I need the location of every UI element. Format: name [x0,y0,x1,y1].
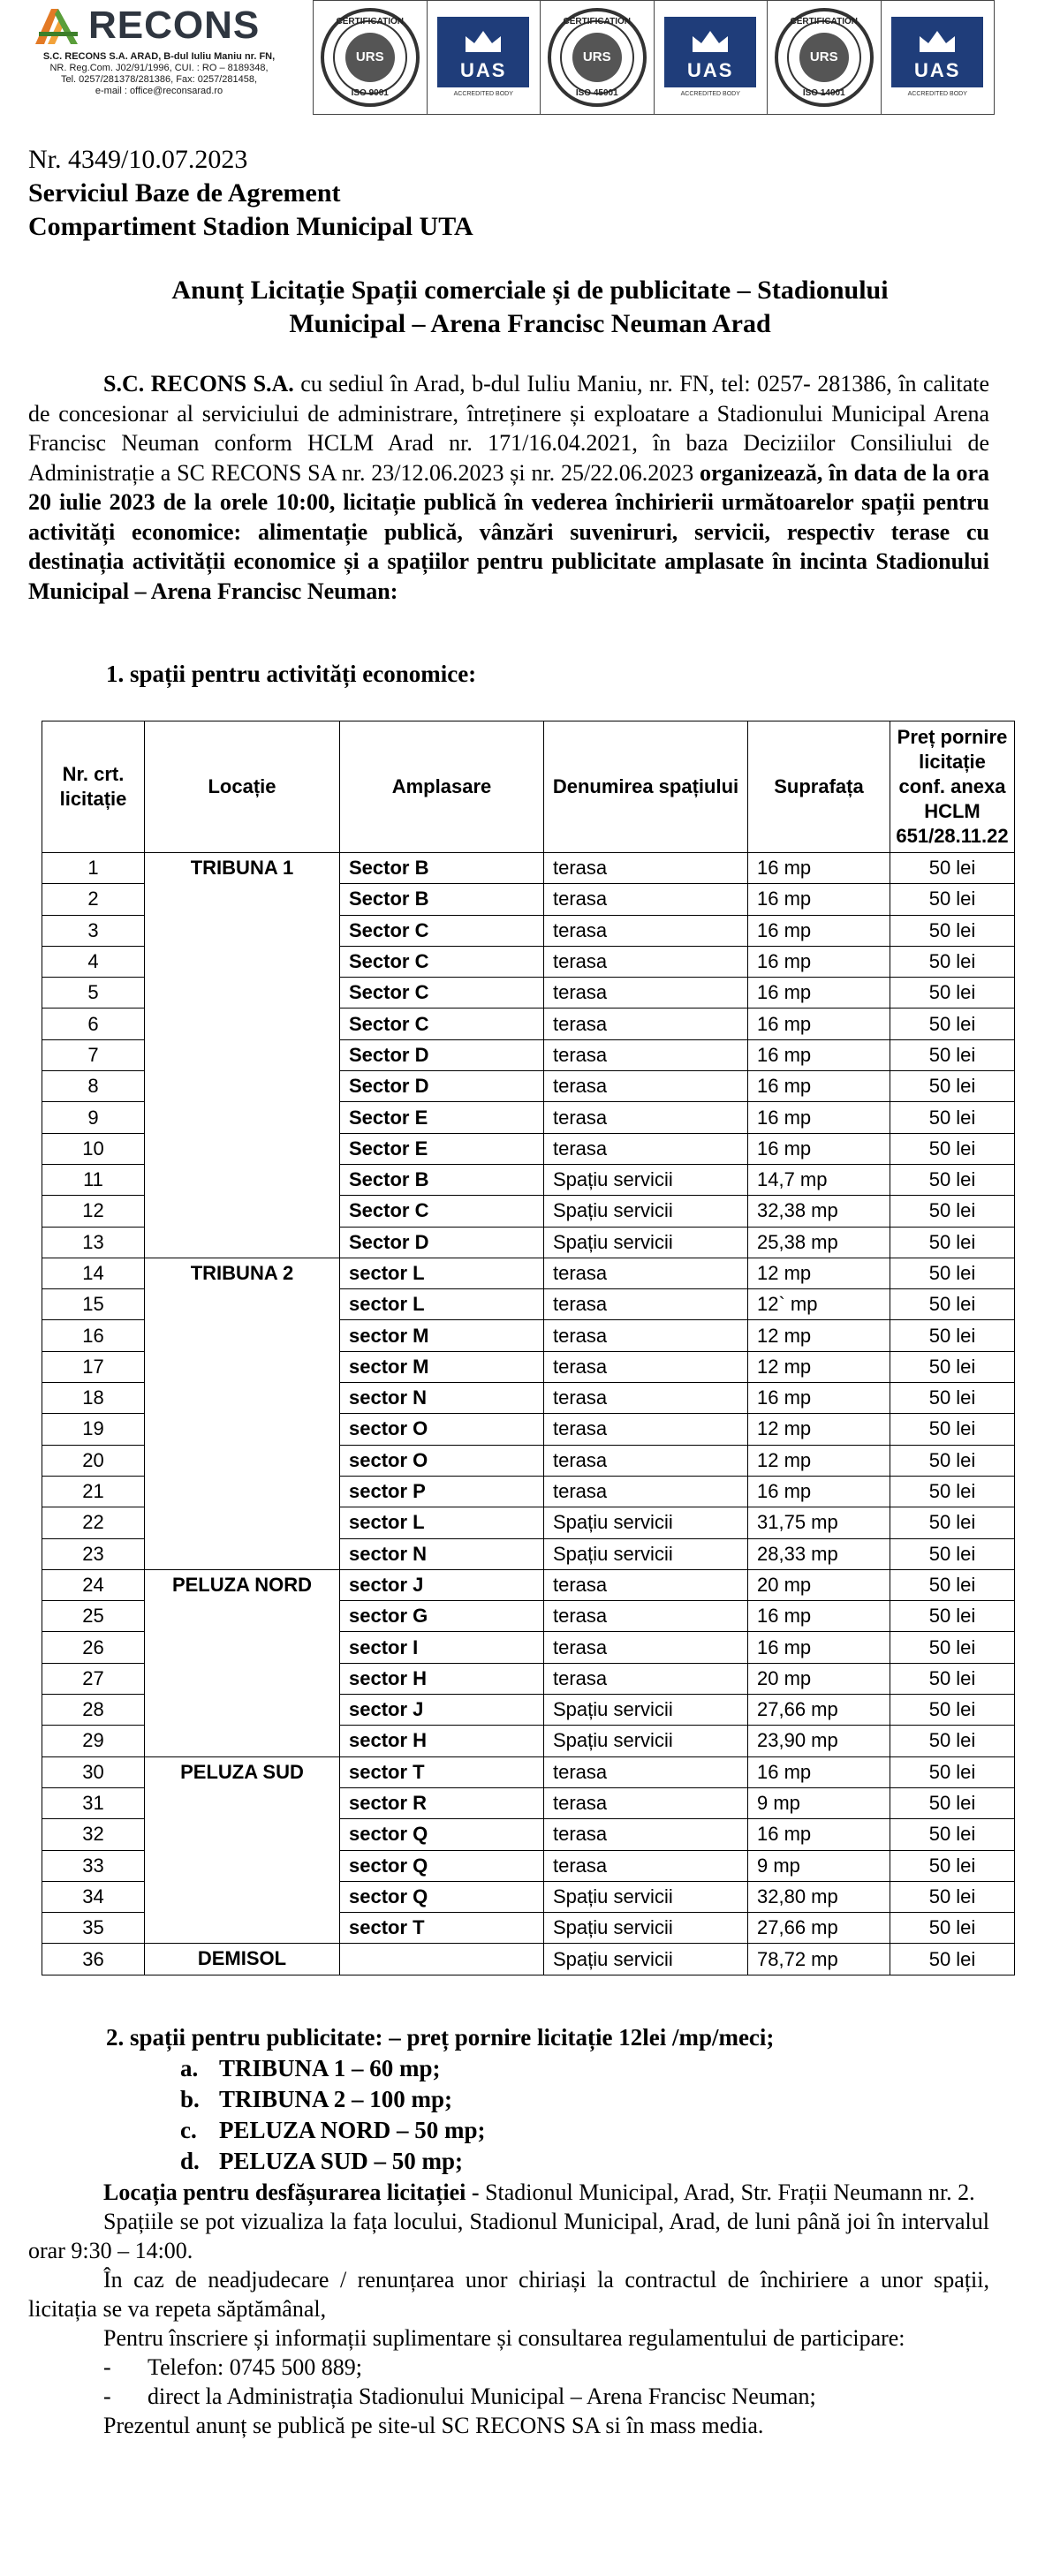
seal-center: URS [572,33,622,82]
cell-number: 19 [42,1414,145,1445]
cell-area: 16 mp [748,884,890,915]
cell-area: 31,75 mp [748,1507,890,1538]
cell-number: 18 [42,1383,145,1414]
cell-space-name: terasa [544,1601,748,1632]
cell-number: 36 [42,1944,145,1975]
cell-area: 20 mp [748,1663,890,1694]
cell-placement: sector Q [340,1819,544,1850]
cell-placement: sector T [340,1913,544,1944]
info-paragraph: Pentru înscriere și informații suplimentare și consultarea regulamentului de participare: [103,2325,905,2351]
cell-location: PELUZA NORD [145,1569,340,1756]
cell-placement: Sector C [340,915,544,946]
cell-number: 32 [42,1819,145,1850]
uas-badge [891,17,983,87]
cell-area: 12 mp [748,1414,890,1445]
registration-number: Nr. 4349/10.07.2023 [28,145,248,174]
uas-accreditation-icon [664,17,756,98]
cell-area: 32,38 mp [748,1196,890,1227]
crown-icon [918,27,957,54]
cell-start-price: 50 lei [890,1819,1015,1850]
cell-space-name: Spațiu servicii [544,1507,748,1538]
cell-number: 17 [42,1351,145,1382]
table-row [42,1258,1015,1288]
seal-standard: ISO 14001 [802,88,845,98]
cell-space-name: terasa [544,1289,748,1320]
cell-number: 23 [42,1538,145,1569]
cell-placement: sector L [340,1289,544,1320]
cell-start-price: 50 lei [890,1133,1015,1164]
table-body [42,853,1015,1975]
cell-area: 12 mp [748,1320,890,1351]
cell-area: 16 mp [748,1601,890,1632]
cell-start-price: 50 lei [890,1726,1015,1756]
seal-caption: CERTIFICATION [336,17,404,26]
cell-number: 28 [42,1695,145,1726]
cell-space-name: terasa [544,1351,748,1382]
cell-start-price: 50 lei [890,1008,1015,1039]
company-detail-line: Tel. 0257/281378/281386, Fax: 0257/281458, [60,74,258,85]
cell-placement: sector L [340,1258,544,1288]
cell-number: 5 [42,978,145,1008]
seal-standard: ISO 45001 [575,88,618,98]
company-details [26,51,292,97]
cell-space-name: terasa [544,1383,748,1414]
list-item [180,2053,486,2084]
cell-start-price: 50 lei [890,1258,1015,1288]
advertising-spaces-list [180,2053,486,2177]
cell-start-price: 50 lei [890,884,1015,915]
column-header: Preț pornire licitație conf. anexa HCLM 651/28.11.22 [890,721,1015,853]
cell-number: 1 [42,853,145,884]
list-item-text: TRIBUNA 1 – 60 mp; [219,2055,441,2081]
cell-area: 9 mp [748,1787,890,1818]
title-line: Municipal – Arena Francisc Neuman Arad [289,309,771,338]
cell-start-price: 50 lei [890,1695,1015,1726]
cell-number: 2 [42,884,145,915]
cell-start-price: 50 lei [890,1569,1015,1600]
cell-number: 12 [42,1196,145,1227]
cell-start-price: 50 lei [890,1507,1015,1538]
table-row [42,853,1015,884]
cell-placement: sector R [340,1787,544,1818]
cell-placement: sector J [340,1695,544,1726]
cell-space-name: terasa [544,915,748,946]
seal-caption: CERTIFICATION [563,17,631,26]
cell-area: 16 mp [748,1756,890,1787]
cell-area: 12 mp [748,1258,890,1288]
intro-bold-text: organizează, în data de la ora 20 iulie 2023 de la orele 10:00, licitație publică în vederea închirierii următoarelor spații pentru activități economice: alimentație publică, vânzări suveniruri, servicii, respectiv terase cu destinația activității economice și a spațiilor pentru publicitate amplasate în incinta Stadionului Municipal – Arena Francisc Neuman: [28,459,989,604]
certification-cell [428,1,541,114]
list-item-text: PELUZA SUD – 50 mp; [219,2148,464,2174]
company-detail-line: NR. Reg.Com. J02/91/1996, CUI. : RO – 8189348, [49,63,269,73]
table-row [42,1756,1015,1787]
cell-space-name: terasa [544,1320,748,1351]
cell-space-name: terasa [544,1476,748,1507]
cell-number: 33 [42,1850,145,1881]
title-line: Anunț Licitație Spații comerciale și de publicitate – Stadionului [171,276,889,305]
announcement-footer [28,2178,989,2440]
cell-area: 16 mp [748,1819,890,1850]
cell-number: 20 [42,1445,145,1476]
uas-label: UAS [914,59,961,81]
iso-45001-seal-icon [548,8,647,107]
cell-placement: Sector E [340,1102,544,1133]
cell-area: 16 mp [748,1071,890,1102]
cell-area: 16 mp [748,946,890,977]
cell-start-price: 50 lei [890,915,1015,946]
cell-area: 20 mp [748,1569,890,1600]
cell-number: 3 [42,915,145,946]
cell-number: 9 [42,1102,145,1133]
intro-text: cu sediul în Arad, b-dul Iuliu Maniu, nr. FN, tel: 0257- 281386, în calitate de concesionar al serviciului de administrare, întreținere și exploatare a Stadionului Municipal Arena Francisc Neuman conform HCLM Arad nr. 171/16.04.2021, în baza Deciziilor Consiliului de Administrație a SC RECONS SA nr. 23/12.06.2023 și nr. 25/22.06.2023 [28,371,990,486]
cell-placement: sector N [340,1538,544,1569]
cell-space-name: Spațiu servicii [544,1164,748,1195]
cell-number: 29 [42,1726,145,1756]
cell-start-price: 50 lei [890,1881,1015,1912]
uas-label: UAS [687,59,734,81]
cell-number: 4 [42,946,145,977]
uas-badge [437,17,529,87]
cell-start-price: 50 lei [890,1351,1015,1382]
cell-number: 14 [42,1258,145,1288]
cell-space-name: terasa [544,1071,748,1102]
cell-placement: Sector B [340,1164,544,1195]
seal-caption: CERTIFICATION [790,17,858,26]
cell-placement: Sector D [340,1227,544,1258]
cell-space-name: terasa [544,1819,748,1850]
iso-9001-seal-icon [321,8,420,107]
cell-area: 16 mp [748,1039,890,1070]
cell-number: 30 [42,1756,145,1787]
contact-phone: Telefon: 0745 500 889; [148,2354,362,2380]
cell-number: 10 [42,1133,145,1164]
letterhead [0,0,1060,115]
table-row [42,1569,1015,1600]
cell-start-price: 50 lei [890,1414,1015,1445]
cell-start-price: 50 lei [890,1383,1015,1414]
cell-placement: sector H [340,1663,544,1694]
seal-standard: ISO 9001 [351,88,389,98]
uas-accreditation-icon [891,17,983,98]
bullet-dash: - [103,2354,111,2380]
cell-area: 27,66 mp [748,1695,890,1726]
cell-number: 7 [42,1039,145,1070]
cell-space-name: terasa [544,946,748,977]
cell-number: 35 [42,1913,145,1944]
cell-area: 16 mp [748,1133,890,1164]
cell-number: 15 [42,1289,145,1320]
cell-placement: Sector D [340,1039,544,1070]
cell-area: 16 mp [748,1102,890,1133]
cell-space-name: terasa [544,1850,748,1881]
certification-cell [882,1,995,114]
iso-14001-seal-icon [775,8,874,107]
column-header: Denumirea spațiului [544,721,748,853]
list-letter: b. [180,2086,200,2112]
cell-start-price: 50 lei [890,1164,1015,1195]
department-name: Compartiment Stadion Municipal UTA [28,212,473,241]
cell-start-price: 50 lei [890,1102,1015,1133]
cell-placement [340,1944,544,1975]
cell-space-name: Spațiu servicii [544,1227,748,1258]
cell-placement: Sector E [340,1133,544,1164]
seal-center: URS [345,33,395,82]
cell-space-name: Spațiu servicii [544,1944,748,1975]
cell-space-name: terasa [544,1663,748,1694]
certification-cell [655,1,768,114]
cell-start-price: 50 lei [890,1039,1015,1070]
uas-caption: ACCREDITED BODY [680,91,740,97]
contact-office: direct la Administrația Stadionului Municipal – Arena Francisc Neuman; [148,2383,816,2409]
cell-number: 22 [42,1507,145,1538]
repeat-paragraph: În caz de neadjudecare / renunțarea unor chiriași la contractul de închiriere a unor spații, licitația se va repeta săptămânal, [28,2267,989,2322]
contact-item [28,2382,989,2411]
cell-area: 16 mp [748,853,890,884]
company-name: S.C. RECONS S.A. [103,371,294,397]
cell-space-name: terasa [544,1787,748,1818]
cell-space-name: terasa [544,1632,748,1663]
cell-number: 16 [42,1320,145,1351]
cell-number: 25 [42,1601,145,1632]
cell-start-price: 50 lei [890,1196,1015,1227]
cell-number: 6 [42,1008,145,1039]
cell-area: 16 mp [748,1632,890,1663]
cell-start-price: 50 lei [890,1944,1015,1975]
spaces-table [42,721,1015,1975]
cell-space-name: terasa [544,1414,748,1445]
cell-placement: Sector C [340,978,544,1008]
column-header: Suprafața [748,721,890,853]
cell-space-name: terasa [544,884,748,915]
cell-area: 28,33 mp [748,1538,890,1569]
cell-start-price: 50 lei [890,978,1015,1008]
cell-area: 12 mp [748,1351,890,1382]
column-header: Amplasare [340,721,544,853]
cell-start-price: 50 lei [890,1445,1015,1476]
cell-space-name: Spațiu servicii [544,1913,748,1944]
cell-space-name: terasa [544,1008,748,1039]
cell-location: TRIBUNA 1 [145,853,340,1258]
cell-space-name: terasa [544,1039,748,1070]
cell-start-price: 50 lei [890,1476,1015,1507]
cell-number: 24 [42,1569,145,1600]
cell-location: PELUZA SUD [145,1756,340,1944]
company-detail-line: e-mail : office@reconsarad.ro [95,86,223,96]
cell-location: TRIBUNA 2 [145,1258,340,1569]
cell-start-price: 50 lei [890,1663,1015,1694]
column-header: Locație [145,721,340,853]
intro-paragraph [28,369,989,606]
certification-cell [541,1,655,114]
cell-space-name: terasa [544,1133,748,1164]
cell-area: 16 mp [748,1476,890,1507]
list-item-text: PELUZA NORD – 50 mp; [219,2117,486,2143]
cell-start-price: 50 lei [890,1756,1015,1787]
cell-placement: sector M [340,1320,544,1351]
uas-badge [664,17,756,87]
publish-paragraph: Prezentul anunț se publică pe site-ul SC RECONS SA si în mass media. [103,2413,764,2438]
cell-placement: sector L [340,1507,544,1538]
cell-space-name: terasa [544,853,748,884]
cell-area: 16 mp [748,1008,890,1039]
cell-placement: sector I [340,1632,544,1663]
uas-caption: ACCREDITED BODY [907,91,967,97]
cell-placement: Sector B [340,853,544,884]
cell-start-price: 50 lei [890,946,1015,977]
cell-placement: sector J [340,1569,544,1600]
cell-area: 14,7 mp [748,1164,890,1195]
cell-area: 16 mp [748,1383,890,1414]
contact-item [28,2353,989,2382]
cell-area: 23,90 mp [748,1726,890,1756]
recons-logo-icon [32,5,94,46]
cell-start-price: 50 lei [890,1601,1015,1632]
cell-placement: Sector C [340,1196,544,1227]
cell-start-price: 50 lei [890,1071,1015,1102]
cell-placement: sector O [340,1445,544,1476]
cell-start-price: 50 lei [890,1227,1015,1258]
cell-placement: sector M [340,1351,544,1382]
list-item [180,2146,486,2177]
location-text: Stadionul Municipal, Arad, Str. Frații Neumann nr. 2. [479,2179,975,2205]
service-name: Serviciul Baze de Agrement [28,178,341,208]
cell-number: 8 [42,1071,145,1102]
cell-space-name: Spațiu servicii [544,1695,748,1726]
cell-number: 21 [42,1476,145,1507]
cell-area: 16 mp [748,978,890,1008]
bullet-dash: - [103,2383,111,2409]
cell-start-price: 50 lei [890,1289,1015,1320]
cell-start-price: 50 lei [890,853,1015,884]
section-1-heading: 1. spații pentru activități economice: [106,661,477,687]
cell-space-name: Spațiu servicii [544,1196,748,1227]
cell-space-name: terasa [544,1756,748,1787]
logo-wordmark: RECONS [88,4,261,47]
cell-number: 26 [42,1632,145,1663]
company-logo [26,5,292,115]
uas-accreditation-icon [437,17,529,98]
seal-center: URS [799,33,849,82]
cell-area: 25,38 mp [748,1227,890,1258]
list-item [180,2115,486,2146]
cell-start-price: 50 lei [890,1320,1015,1351]
column-header: Nr. crt. licitație [42,721,145,853]
location-label: Locația pentru desfășurarea licitației - [103,2179,480,2205]
cell-space-name: Spațiu servicii [544,1726,748,1756]
cell-location: DEMISOL [145,1944,340,1975]
list-letter: a. [180,2055,199,2081]
cell-space-name: terasa [544,978,748,1008]
cell-start-price: 50 lei [890,1632,1015,1663]
cell-placement: sector Q [340,1850,544,1881]
list-item-text: TRIBUNA 2 – 100 mp; [219,2086,453,2112]
cell-placement: Sector D [340,1071,544,1102]
cell-placement: sector O [340,1414,544,1445]
cell-space-name: terasa [544,1102,748,1133]
cell-number: 27 [42,1663,145,1694]
cell-space-name: terasa [544,1569,748,1600]
visit-paragraph: Spațiile se pot vizualiza la fața locului, Stadionul Municipal, Arad, de luni până joi în intervalul orar 9:30 – 14:00. [28,2209,989,2263]
company-detail-line: S.C. RECONS S.A. ARAD, B-dul Iuliu Maniu nr. FN, [42,51,276,62]
uas-label: UAS [460,59,507,81]
announcement-title [53,274,1007,341]
list-item [180,2084,486,2115]
cell-placement: Sector B [340,884,544,915]
cell-space-name: Spațiu servicii [544,1538,748,1569]
certification-cell [314,1,428,114]
cell-start-price: 50 lei [890,1538,1015,1569]
cell-start-price: 50 lei [890,1787,1015,1818]
cell-space-name: terasa [544,1445,748,1476]
table-row [42,1944,1015,1975]
cell-placement: sector H [340,1726,544,1756]
cell-area: 16 mp [748,915,890,946]
cell-area: 27,66 mp [748,1913,890,1944]
cell-area: 32,80 mp [748,1881,890,1912]
crown-icon [464,27,503,54]
cell-placement: sector P [340,1476,544,1507]
list-letter: c. [180,2117,197,2143]
cell-start-price: 50 lei [890,1850,1015,1881]
certification-cell [768,1,882,114]
cell-placement: sector Q [340,1881,544,1912]
certification-badges [313,0,995,115]
cell-placement: sector G [340,1601,544,1632]
cell-placement: sector N [340,1383,544,1414]
cell-placement: sector T [340,1756,544,1787]
cell-space-name: terasa [544,1258,748,1288]
cell-space-name: Spațiu servicii [544,1881,748,1912]
location-paragraph [28,2178,989,2207]
cell-number: 13 [42,1227,145,1258]
cell-number: 34 [42,1881,145,1912]
cell-area: 12 mp [748,1445,890,1476]
uas-caption: ACCREDITED BODY [453,91,513,97]
cell-placement: Sector C [340,946,544,977]
cell-area: 9 mp [748,1850,890,1881]
list-letter: d. [180,2148,200,2174]
cell-number: 11 [42,1164,145,1195]
section-2-heading: 2. spații pentru publicitate: – preț pornire licitație 12lei /mp/meci; [106,2024,775,2051]
cell-number: 31 [42,1787,145,1818]
cell-area: 12` mp [748,1289,890,1320]
cell-area: 78,72 mp [748,1944,890,1975]
document-reference [28,143,473,244]
cell-start-price: 50 lei [890,1913,1015,1944]
table-header-row [42,721,1015,853]
cell-placement: Sector C [340,1008,544,1039]
crown-icon [691,27,730,54]
